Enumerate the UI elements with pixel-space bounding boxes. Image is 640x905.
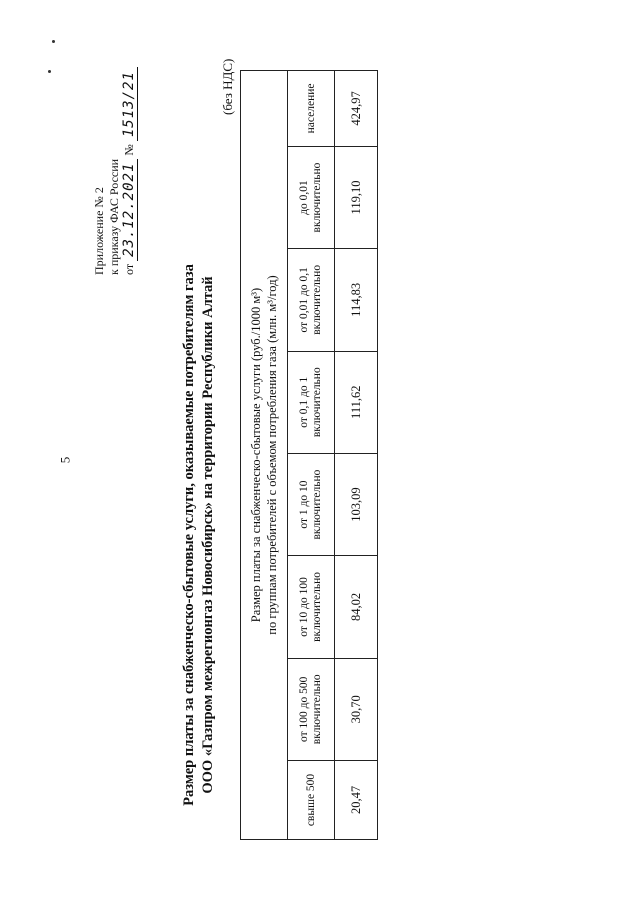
table-values-row: [335, 71, 378, 840]
table-header-row: [241, 71, 288, 840]
appendix-title: Приложение № 2: [92, 187, 106, 275]
table-cell: 119,10: [335, 146, 378, 248]
column-header: от 10 до 100 включительно: [288, 556, 335, 658]
column-header: до 0,01 включительно: [288, 146, 335, 248]
order-date: 23.12.2021: [121, 159, 138, 261]
table-cell: 103,09: [335, 453, 378, 555]
header-line-1: Размер платы за снабженческо-сбытовые услуги (руб./1000 м³): [249, 287, 263, 623]
title-line-1: Размер платы за снабженческо-сбытовые услуги, оказываемые потребителям газа: [181, 264, 197, 806]
page-number: 5: [57, 456, 73, 464]
title-line-2: ООО «Газпром межрегионгаз Новосибирск» на территории Республики Алтай: [200, 276, 216, 794]
column-header: от 0,01 до 0,1 включительно: [288, 249, 335, 351]
header-line-2: по группам потребителей с объемом потребления газа (млн. м³/год): [265, 275, 279, 635]
table-cell: 84,02: [335, 556, 378, 658]
from-prefix: от: [122, 263, 136, 275]
table-main-header: [241, 71, 288, 840]
order-number: 1513/21: [121, 67, 138, 141]
table-cell: 111,62: [335, 351, 378, 453]
appendix-date-line: [121, 71, 137, 275]
vat-note: (без НДС): [220, 58, 235, 115]
column-header: свыше 500: [288, 760, 335, 839]
number-prefix: №: [122, 144, 136, 156]
column-header: от 0,1 до 1 включительно: [288, 351, 335, 453]
table-cell: 424,97: [335, 71, 378, 147]
appendix-order-ref: к приказу ФАС России: [107, 158, 121, 275]
column-header: население: [288, 71, 335, 147]
document-title: [180, 255, 218, 815]
table-subheader-row: [288, 71, 335, 840]
appendix-block: [92, 71, 137, 275]
table-cell: 30,70: [335, 658, 378, 760]
fees-table: [240, 70, 378, 840]
column-header: от 1 до 10 включительно: [288, 453, 335, 555]
table-cell: 20,47: [335, 760, 378, 839]
column-header: от 100 до 500 включительно: [288, 658, 335, 760]
table-cell: 114,83: [335, 249, 378, 351]
